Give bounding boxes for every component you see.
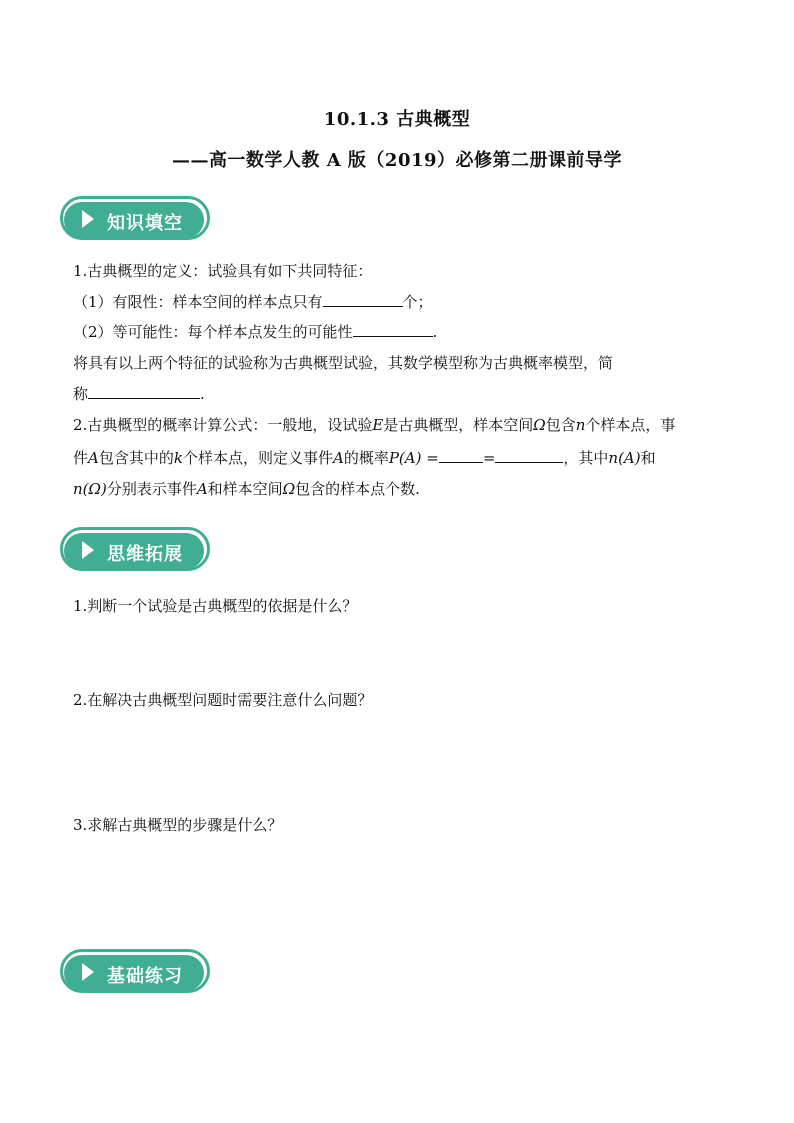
text: 和: [640, 449, 656, 467]
text: ，其中: [563, 449, 609, 467]
math-var: k: [173, 449, 183, 467]
fill-blank[interactable]: [323, 291, 403, 307]
math-var: A: [332, 449, 344, 467]
text: 包含其中的: [98, 449, 174, 467]
knowledge-line: [73, 447, 656, 468]
text: 2.在解决古典概型问题时需要注意什么问题？: [73, 691, 373, 709]
play-icon: [82, 541, 94, 559]
knowledge-line: [73, 353, 613, 373]
math-var: n: [575, 416, 586, 434]
fill-blank[interactable]: [495, 447, 563, 463]
question-item: [73, 596, 357, 616]
fill-blank[interactable]: [439, 447, 483, 463]
play-icon: [82, 963, 94, 981]
text: 将具有以上两个特征的试验称为古典概型试验，其数学模型称为古典概率模型，简: [73, 354, 614, 372]
text: 和样本空间: [207, 480, 283, 498]
knowledge-line: [73, 261, 372, 281]
question-item: [73, 690, 372, 710]
knowledge-line: [73, 479, 420, 499]
text: 是古典概型，样本空间: [383, 416, 534, 434]
text: 1.古典概型的定义：试验具有如下共同特征：: [73, 262, 373, 280]
page-title: 10.1.3 古典概型: [323, 109, 471, 130]
knowledge-line: [73, 383, 205, 404]
page-subtitle: ——高一数学人教 A 版（2019）必修第二册课前导学: [171, 150, 623, 171]
math-var: Ω: [282, 480, 296, 498]
fill-blank[interactable]: [88, 383, 200, 399]
text: 个；: [402, 293, 433, 311]
text: 个样本点，事: [585, 416, 676, 434]
section-header-practice: [60, 949, 216, 999]
section-label: 知识填空: [107, 213, 183, 234]
text: 1.判断一个试验是古典概型的依据是什么？: [73, 597, 358, 615]
text: （1）有限性：样本空间的样本点只有: [73, 293, 323, 311]
text: 3.求解古典概型的步骤是什么？: [73, 816, 283, 834]
math-expr: n(Ω): [73, 480, 107, 498]
text: .: [200, 385, 205, 403]
text: 件: [73, 449, 89, 467]
math-expr: P(A) =: [388, 449, 439, 467]
section-label: 基础练习: [107, 966, 183, 987]
math-var: A: [88, 449, 99, 467]
question-item: [73, 815, 282, 835]
math-var: E: [372, 416, 384, 434]
math-var: A: [196, 480, 208, 498]
section-label: 思维拓展: [107, 544, 183, 565]
text: 包含的样本点个数.: [295, 480, 420, 498]
fill-blank[interactable]: [353, 321, 433, 337]
text: 2.古典概型的概率计算公式：一般地，设试验: [73, 416, 373, 434]
text: （2）等可能性：每个样本点发生的可能性: [73, 323, 353, 341]
math-expr: n(A): [608, 449, 641, 467]
text: 包含: [545, 416, 576, 434]
text: .: [432, 323, 438, 341]
section-header-knowledge: [60, 196, 216, 246]
text: 的概率: [343, 449, 389, 467]
text: 分别表示事件: [106, 480, 197, 498]
section-header-thinking: [60, 527, 216, 577]
knowledge-line: [73, 291, 433, 312]
knowledge-line: [73, 415, 675, 435]
play-icon: [82, 210, 94, 228]
text: =: [482, 449, 496, 467]
text: 称: [73, 385, 89, 403]
knowledge-line: [73, 321, 437, 342]
math-var: Ω: [533, 416, 546, 434]
text: 个样本点，则定义事件: [182, 449, 333, 467]
